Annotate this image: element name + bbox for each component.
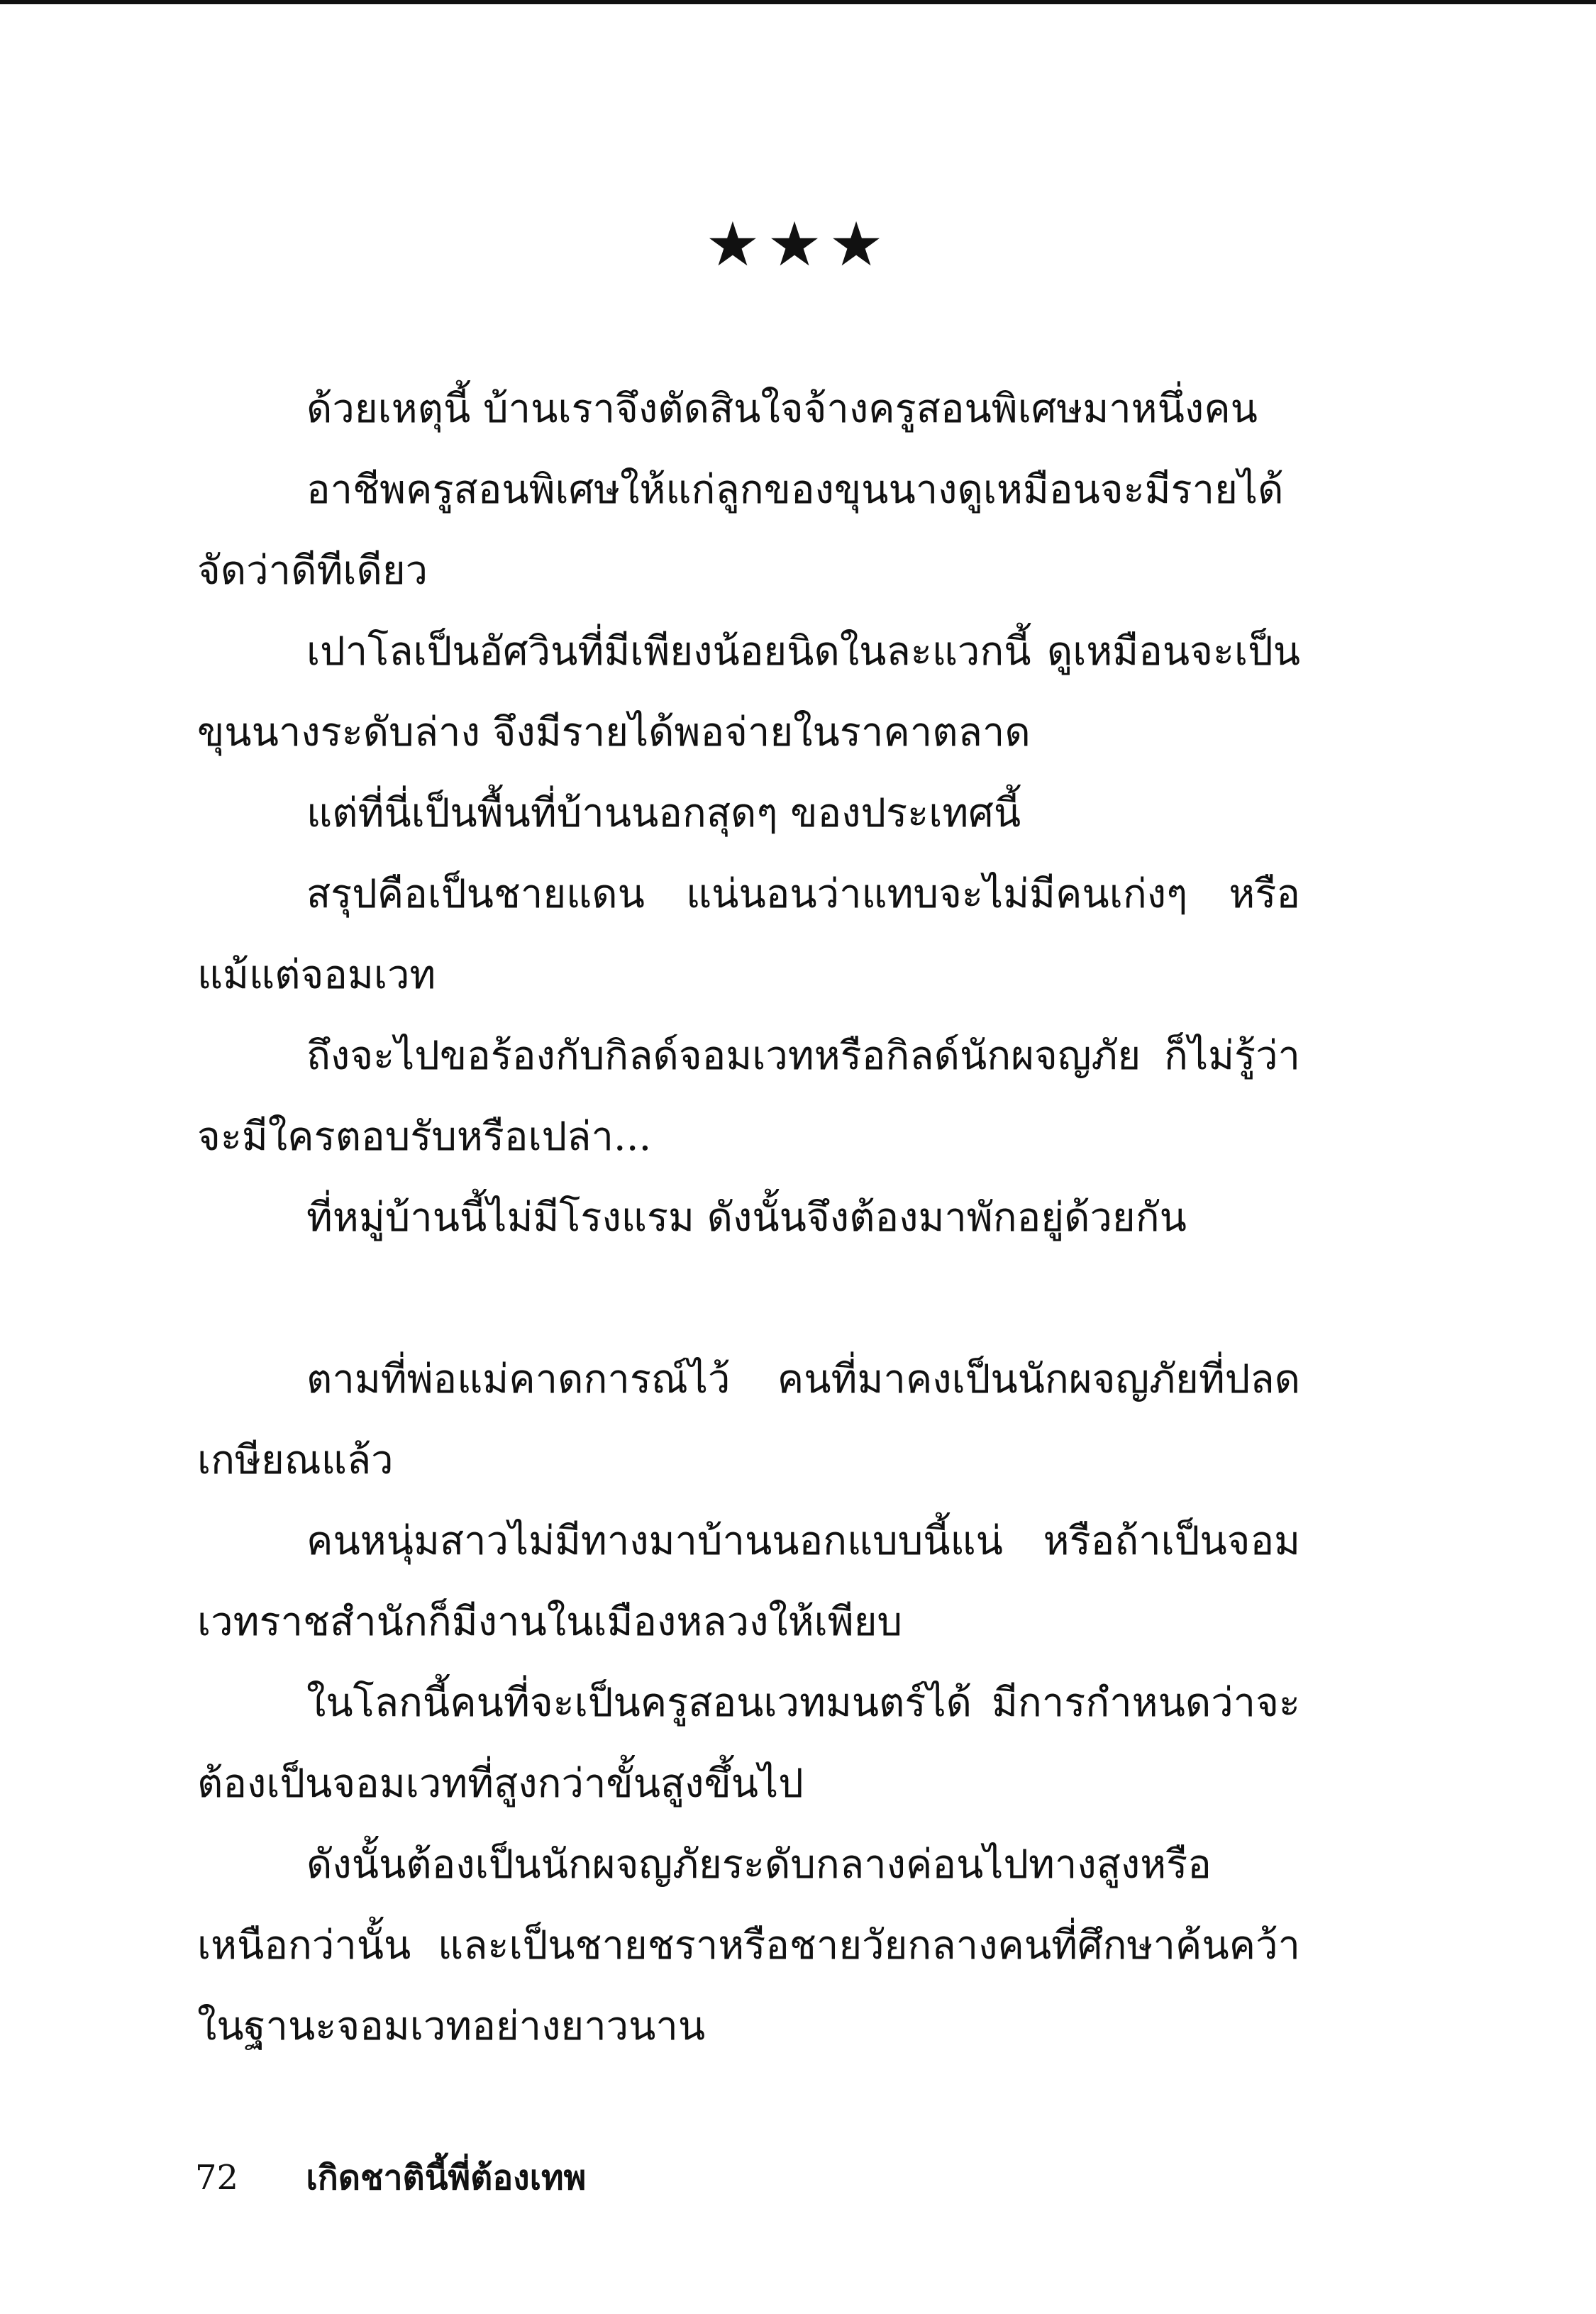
paragraph: ด้วยเหตุนี้ บ้านเราจึงตัดสินใจจ้างครูสอนพิเศษมาหนึ่งคน [306, 386, 1258, 432]
paragraph: ดังนั้นต้องเป็นนักผจญภัยระดับกลางค่อนไปทางสูงหรือเหนือกว่านั้น และเป็นชายชราหรือชายวัยกลางคนที่ศึกษาค้นคว้าในฐานะจอมเวทอย่างยาวนาน [197, 1842, 1300, 2049]
page-number: 72 [195, 2158, 239, 2198]
page-footer [195, 2153, 586, 2203]
paragraph: สรุปคือเป็นชายแดน แน่นอนว่าแทบจะไม่มีคนเก่งๆ หรือแม้แต่จอมเวท [197, 871, 1300, 998]
paragraph: ตามที่พ่อแม่คาดการณ์ไว้ คนที่มาคงเป็นนักผจญภัยที่ปลดเกษียณแล้ว [197, 1356, 1300, 1483]
paragraph: คนหนุ่มสาวไม่มีทางมาบ้านนอกแบบนี้แน่ หรือถ้าเป็นจอมเวทราชสำนักก็มีงานในเมืองหลวงให้เพียบ [197, 1518, 1300, 1645]
scene-break-stars: ★★★ [705, 209, 891, 280]
paragraph: ในโลกนี้คนที่จะเป็นครูสอนเวทมนตร์ได้ มีการกำหนดว่าจะต้องเป็นจอมเวทที่สูงกว่าขั้นสูงขึ้นไป [197, 1680, 1300, 1807]
section-gap [197, 1258, 1300, 1339]
top-border-line [0, 0, 1596, 4]
paragraph: ถึงจะไปขอร้องกับกิลด์จอมเวทหรือกิลด์นักผจญภัย ก็ไม่รู้ว่าจะมีใครตอบรับหรือเปล่า... [197, 1033, 1300, 1160]
paragraph: ที่หมู่บ้านนี้ไม่มีโรงแรม ดังนั้นจึงต้องมาพักอยู่ด้วยกัน [306, 1195, 1187, 1241]
book-title: เกิดชาตินี้พี่ต้องเทพ [306, 2158, 587, 2198]
paragraph: เปาโลเป็นอัศวินที่มีเพียงน้อยนิดในละแวกนี้ ดูเหมือนจะเป็นขุนนางระดับล่าง จึงมีรายได้พอจ่ายในราคาตลาด [197, 629, 1300, 755]
paragraph: แต่ที่นี่เป็นพื้นที่บ้านนอกสุดๆ ของประเทศนี้ [306, 790, 1021, 836]
page-body [197, 369, 1300, 2067]
paragraph: อาชีพครูสอนพิเศษให้แก่ลูกของขุนนางดูเหมือนจะมีรายได้จัดว่าดีทีเดียว [197, 467, 1284, 594]
